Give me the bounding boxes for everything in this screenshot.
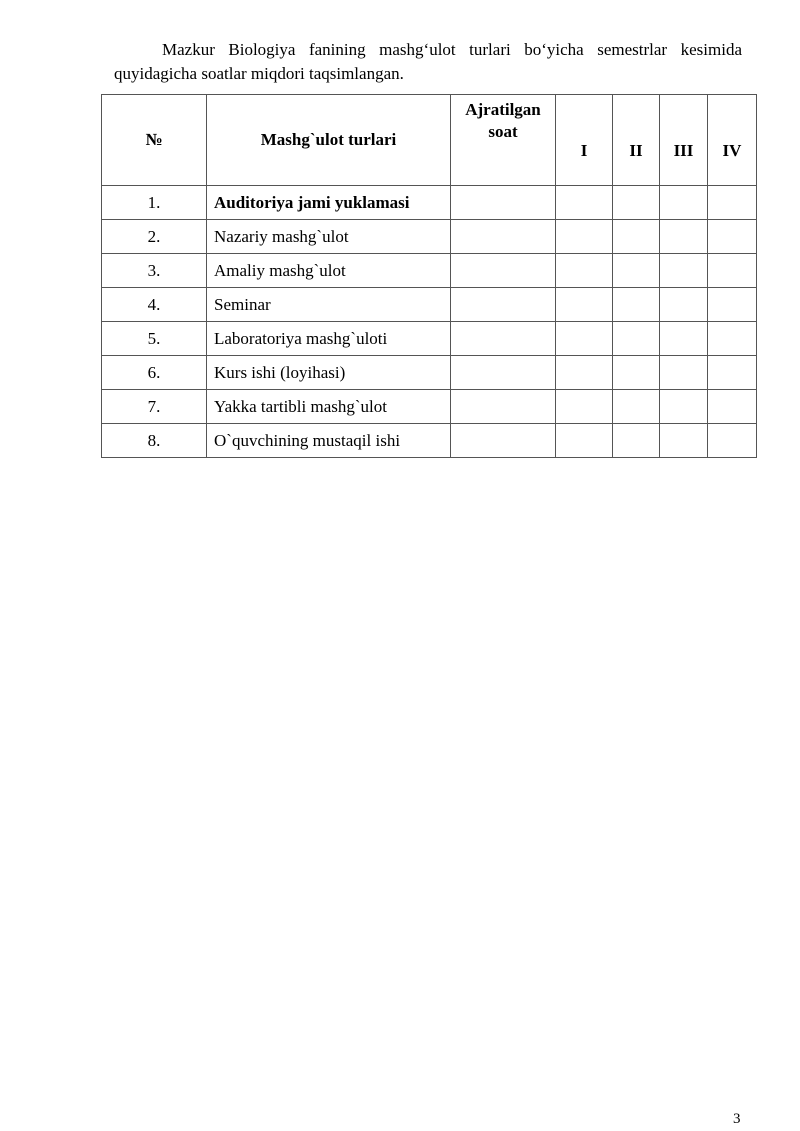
row-semester-4 [708,254,757,288]
row-label: Auditoriya jami yuklamasi [207,186,451,220]
row-number: 2. [102,220,207,254]
header-allocated-hours-line1: Ajratilgan [465,100,541,119]
intro-line-1: Mazkur Biologiya fanining mashg‘ulot turlari bo‘yicha semestrlar kesimida [162,40,742,59]
table-row [102,288,757,322]
row-semester-3 [660,424,708,458]
row-semester-1 [556,390,613,424]
row-semester-3 [660,322,708,356]
row-semester-4 [708,390,757,424]
row-hours [451,288,556,322]
hours-distribution-table [101,94,757,458]
table-row [102,186,757,220]
row-hours [451,356,556,390]
row-label: Yakka tartibli mashg`ulot [207,390,451,424]
row-number: 5. [102,322,207,356]
row-label: Kurs ishi (loyihasi) [207,356,451,390]
row-label: O`quvchining mustaqil ishi [207,424,451,458]
row-label: Seminar [207,288,451,322]
header-semester-3: III [660,95,708,186]
header-semester-2: II [613,95,660,186]
row-semester-2 [613,322,660,356]
row-semester-2 [613,390,660,424]
row-label: Nazariy mashg`ulot [207,220,451,254]
row-label: Laboratoriya mashg`uloti [207,322,451,356]
row-semester-4 [708,322,757,356]
row-semester-1 [556,186,613,220]
row-semester-4 [708,220,757,254]
row-semester-4 [708,424,757,458]
row-semester-1 [556,288,613,322]
row-semester-2 [613,424,660,458]
row-semester-4 [708,288,757,322]
row-semester-1 [556,356,613,390]
header-allocated-hours-line2: soat [488,122,518,141]
row-semester-4 [708,186,757,220]
table-row [102,220,757,254]
row-semester-4 [708,356,757,390]
header-semester-1: I [556,95,613,186]
row-semester-2 [613,186,660,220]
row-hours [451,186,556,220]
row-semester-2 [613,356,660,390]
header-activity-type: Mashg`ulot turlari [207,95,451,186]
row-semester-3 [660,186,708,220]
table-header-row [102,95,757,186]
row-number: 7. [102,390,207,424]
row-semester-3 [660,390,708,424]
row-number: 3. [102,254,207,288]
table-row [102,424,757,458]
header-number: № [102,95,207,186]
row-semester-1 [556,220,613,254]
row-semester-3 [660,356,708,390]
row-semester-1 [556,424,613,458]
table-row [102,390,757,424]
table-row [102,322,757,356]
row-number: 6. [102,356,207,390]
row-hours [451,220,556,254]
row-semester-3 [660,254,708,288]
page-number: 3 [733,1111,741,1127]
row-hours [451,322,556,356]
row-semester-1 [556,322,613,356]
row-semester-3 [660,288,708,322]
row-semester-2 [613,220,660,254]
row-hours [451,254,556,288]
row-semester-1 [556,254,613,288]
row-number: 4. [102,288,207,322]
intro-paragraph [114,38,742,86]
row-label: Amaliy mashg`ulot [207,254,451,288]
row-hours [451,390,556,424]
header-semester-4: IV [708,95,757,186]
header-allocated-hours [451,95,556,186]
row-semester-3 [660,220,708,254]
row-semester-2 [613,254,660,288]
intro-line-2: quyidagicha soatlar miqdori taqsimlangan. [114,64,404,83]
row-number: 1. [102,186,207,220]
table-row [102,254,757,288]
row-hours [451,424,556,458]
table-row [102,356,757,390]
row-semester-2 [613,288,660,322]
row-number: 8. [102,424,207,458]
